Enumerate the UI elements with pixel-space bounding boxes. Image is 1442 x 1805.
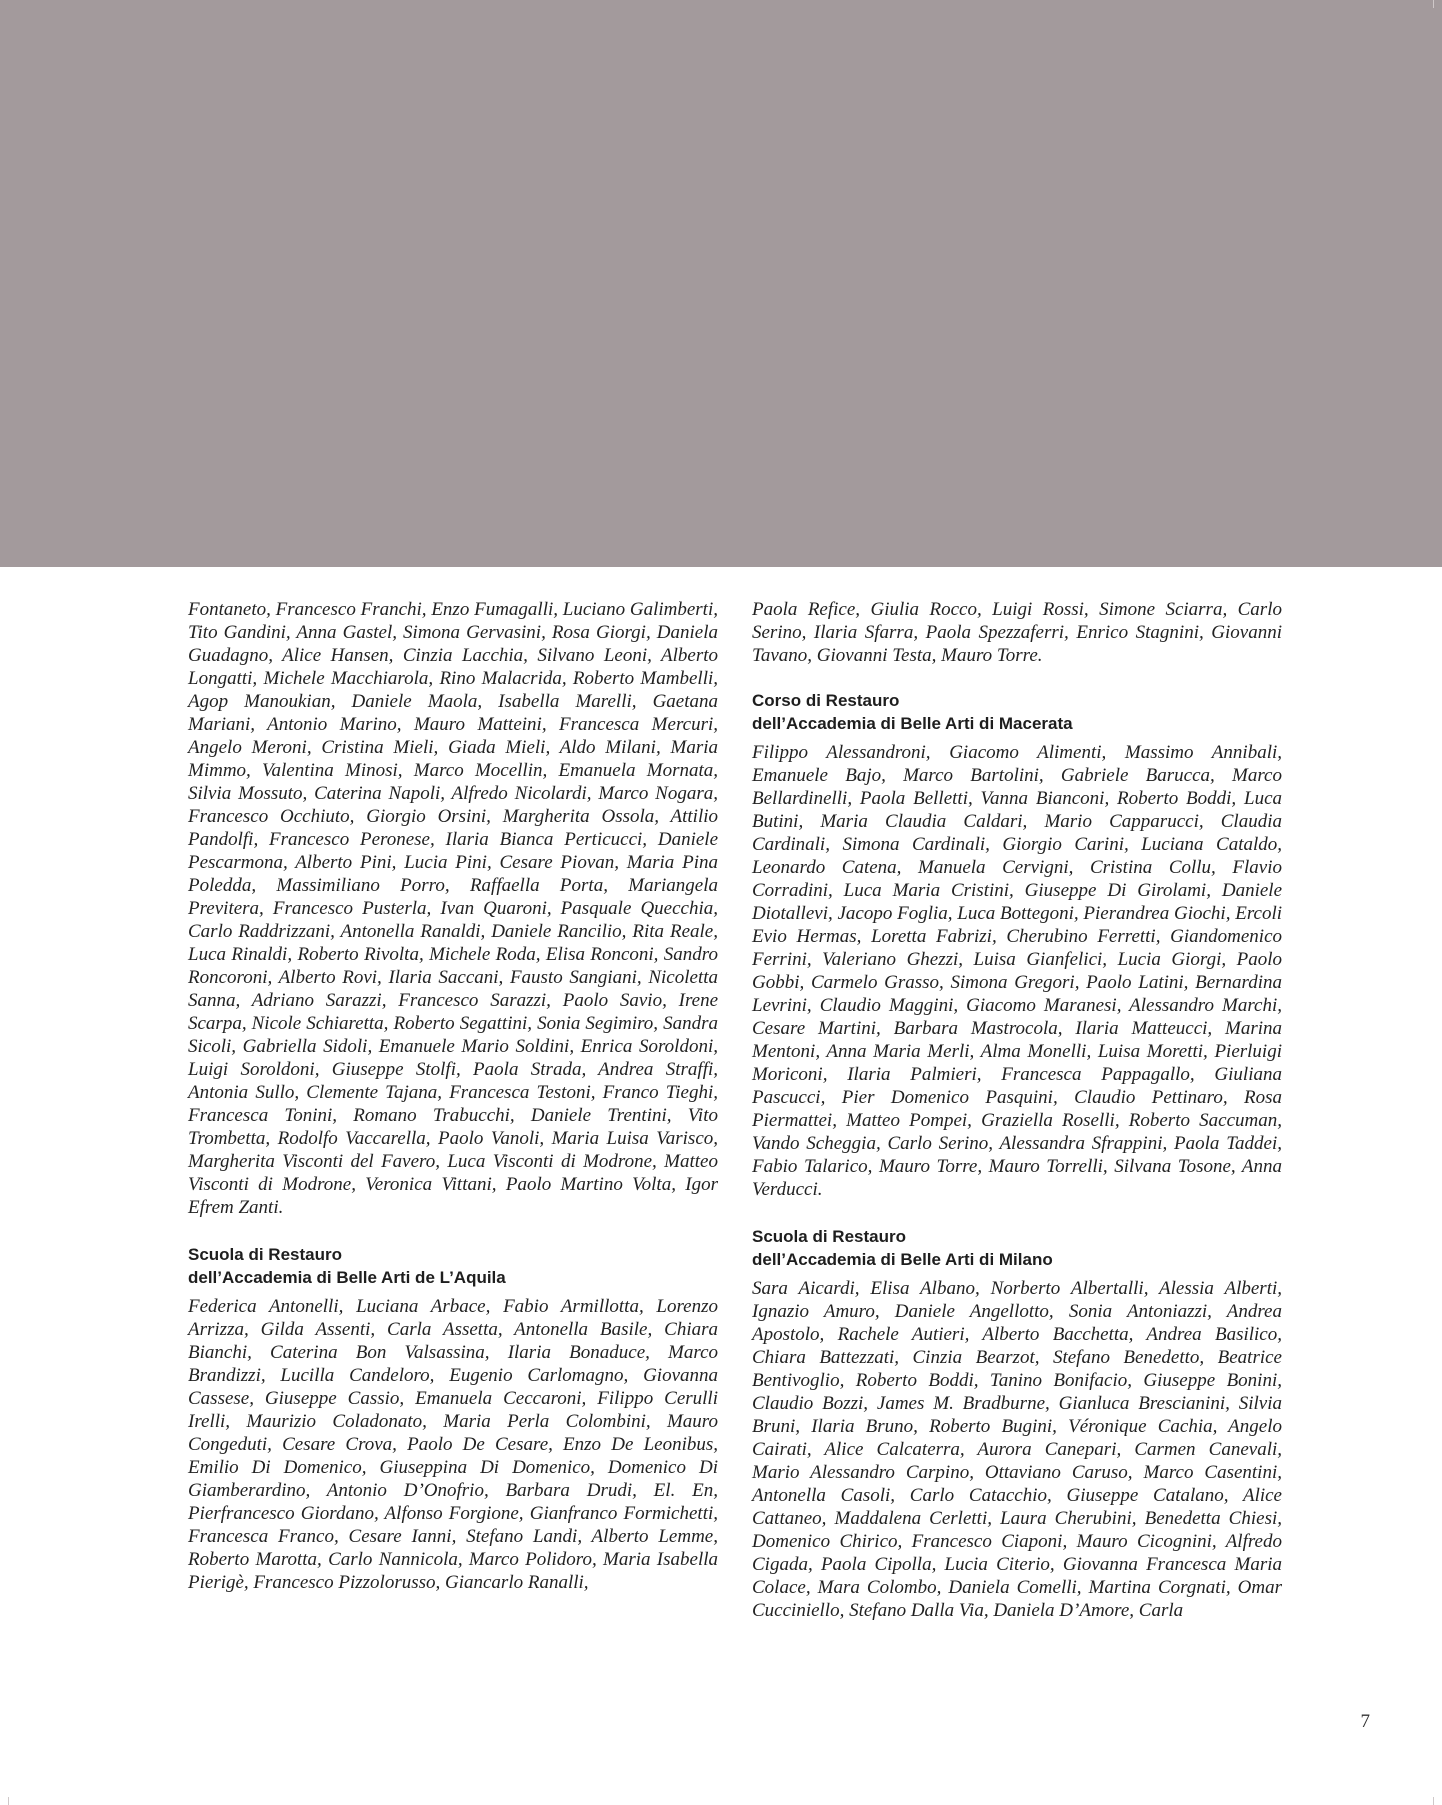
- heading-line: Scuola di Restauro: [752, 1227, 906, 1246]
- crop-mark-top-right: [1433, 0, 1434, 8]
- heading-line: dell’Accademia di Belle Arti di Milano: [752, 1250, 1053, 1269]
- names-continuation-right: Paola Refice, Giulia Rocco, Luigi Rossi, Simone Sciarra, Carlo Serino, Ilaria Sfarra, Paola Spezzaferri, Enrico Stagnini, Giovanni Tavano, Giovanni Testa, Mauro Torre.: [752, 599, 1282, 666]
- right-column: [752, 598, 1282, 1622]
- section-heading-macerata: [752, 689, 1282, 735]
- heading-line: Corso di Restauro: [752, 691, 900, 710]
- section-aquila: [188, 1243, 718, 1594]
- page-number: 7: [1360, 1711, 1370, 1732]
- names-aquila: Federica Antonelli, Luciana Arbace, Fabio Armillotta, Lorenzo Arrizza, Gilda Assenti, Carla Assetta, Antonella Basile, Chiara Bianchi, Caterina Bon Valsassina, Ilaria Bonaduce, Marco Brandizzi, Lucilla Candeloro, Eugenio Carlomagno, Giovanna Cassese, Giuseppe Cassio, Emanuela Ceccaroni, Filippo Cerulli Irelli, Maurizio Coladonato, Maria Perla Colombini, Mauro Congeduti, Cesare Crova, Paolo De Cesare, Enzo De Leonibus, Emilio Di Domenico, Giuseppina Di Domenico, Domenico Di Giamberardino, Antonio D’Onofrio, Barbara Drudi, El. En, Pierfrancesco Giordano, Alfonso Forgione, Gianfranco Formichetti, Francesca Franco, Cesare Ianni, Stefano Landi, Alberto Lemme, Roberto Marotta, Carlo Nannicola, Marco Polidoro, Maria Isabella Pierigè, Francesco Pizzolorusso, Giancarlo Ranalli,: [188, 1296, 718, 1593]
- section-milano: [752, 1225, 1282, 1622]
- top-color-band: [0, 0, 1442, 567]
- crop-mark-bottom-right: [1433, 1797, 1434, 1805]
- crop-mark-bottom-left: [8, 1797, 9, 1805]
- heading-line: dell’Accademia di Belle Arti de L’Aquila: [188, 1268, 506, 1287]
- names-continuation-left: Fontaneto, Francesco Franchi, Enzo Fumagalli, Luciano Galimberti, Tito Gandini, Anna Gastel, Simona Gervasini, Rosa Giorgi, Daniela Guadagno, Alice Hansen, Cinzia Lacchia, Silvano Leoni, Alberto Longatti, Michele Macchiarola, Rino Malacrida, Roberto Mambelli, Agop Manoukian, Daniele Maola, Isabella Marelli, Gaetana Mariani, Antonio Marino, Mauro Matteini, Francesca Mercuri, Angelo Meroni, Cristina Mieli, Giada Mieli, Aldo Milani, Maria Mimmo, Valentina Minosi, Marco Mocellin, Emanuela Mornata, Silvia Mossuto, Caterina Napoli, Alfredo Nicolardi, Marco Nogara, Francesco Occhiuto, Giorgio Orsini, Margherita Ossola, Attilio Pandolfi, Francesco Peronese, Ilaria Bianca Perticucci, Daniele Pescarmona, Alberto Pini, Lucia Pini, Cesare Piovan, Maria Pina Poledda, Massimiliano Porro, Raffaella Porta, Mariangela Previtera, Francesco Pusterla, Ivan Quaroni, Pasquale Quecchia, Carlo Raddrizzani, Antonella Ranaldi, Daniele Rancilio, Rita Reale, Luca Rinaldi, Roberto Rivolta, Michele Roda, Elisa Ronconi, Sandro Roncoroni, Alberto Rovi, Ilaria Saccani, Fausto Sangiani, Nicoletta Sanna, Adriano Sarazzi, Francesco Sarazzi, Paolo Savio, Irene Scarpa, Nicole Schiaretta, Roberto Segattini, Sonia Segimiro, Sandra Sicoli, Gabriella Sidoli, Emanuele Mario Soldini, Enrica Soroldoni, Luigi Soroldoni, Giuseppe Stolfi, Paola Strada, Andrea Straffi, Antonia Sullo, Clemente Tajana, Francesca Testoni, Franco Tieghi, Francesca Tonini, Romano Trabucchi, Daniele Trentini, Vito Trombetta, Rodolfo Vaccarella, Paolo Vanoli, Maria Luisa Varisco, Margherita Visconti del Favero, Luca Visconti di Modrone, Matteo Visconti di Modrone, Veronica Vittani, Paolo Martino Volta, Igor Efrem Zanti.: [188, 599, 718, 1218]
- section-heading-aquila: [188, 1243, 718, 1289]
- section-heading-milano: [752, 1225, 1282, 1271]
- left-column: [188, 598, 718, 1594]
- heading-line: dell’Accademia di Belle Arti di Macerata: [752, 714, 1073, 733]
- names-milano: Sara Aicardi, Elisa Albano, Norberto Albertalli, Alessia Alberti, Ignazio Amuro, Daniele Angellotto, Sonia Antoniazzi, Andrea Apostolo, Rachele Autieri, Alberto Bacchetta, Andrea Basilico, Chiara Battezzati, Cinzia Bearzot, Stefano Benedetto, Beatrice Bentivoglio, Roberto Boddi, Tanino Bonifacio, Giuseppe Bonini, Claudio Bozzi, James M. Bradburne, Gianluca Brescianini, Silvia Bruni, Ilaria Bruno, Roberto Bugini, Véronique Cachia, Angelo Cairati, Alice Calcaterra, Aurora Canepari, Carmen Canevali, Mario Alessandro Carpino, Ottaviano Caruso, Marco Casentini, Antonella Casoli, Carlo Catacchio, Giuseppe Catalano, Alice Cattaneo, Maddalena Cerletti, Laura Cherubini, Benedetta Chiesi, Domenico Chirico, Francesco Ciaponi, Mauro Cicognini, Alfredo Cigada, Paola Cipolla, Lucia Citerio, Giovanna Francesca Maria Colace, Mara Colombo, Daniela Comelli, Martina Corgnati, Omar Cucciniello, Stefano Dalla Via, Daniela D’Amore, Carla: [752, 1278, 1282, 1621]
- section-macerata: [752, 689, 1282, 1201]
- names-macerata: Filippo Alessandroni, Giacomo Alimenti, Massimo Annibali, Emanuele Bajo, Marco Bartolini, Gabriele Barucca, Marco Bellardinelli, Paola Belletti, Vanna Bianconi, Roberto Boddi, Luca Butini, Maria Claudia Caldari, Mario Capparucci, Claudia Cardinali, Simona Cardinali, Giorgio Carini, Luciana Cataldo, Leonardo Catena, Manuela Cervigni, Cristina Collu, Flavio Corradini, Luca Maria Cristini, Giuseppe Di Girolami, Daniele Diotallevi, Jacopo Foglia, Luca Bottegoni, Pierandrea Giochi, Ercoli Evio Hermas, Loretta Fabrizi, Cherubino Ferretti, Giandomenico Ferrini, Valeriano Ghezzi, Luisa Gianfelici, Lucia Giorgi, Paolo Gobbi, Carmelo Grasso, Simona Gregori, Paolo Latini, Bernardina Levrini, Claudio Maggini, Giacomo Maranesi, Alessandro Marchi, Cesare Martini, Barbara Mastrocola, Ilaria Matteucci, Marina Mentoni, Anna Maria Merli, Alma Monelli, Luisa Moretti, Pierluigi Moriconi, Ilaria Palmieri, Francesca Pappagallo, Giuliana Pascucci, Pier Domenico Pasquini, Claudio Pettinaro, Rosa Piermattei, Matteo Pompei, Graziella Roselli, Roberto Saccuman, Vando Scheggia, Carlo Serino, Alessandra Sfrappini, Paola Taddei, Fabio Talarico, Mauro Torre, Mauro Torrelli, Silvana Tosone, Anna Verducci.: [752, 742, 1282, 1200]
- heading-line: Scuola di Restauro: [188, 1245, 342, 1264]
